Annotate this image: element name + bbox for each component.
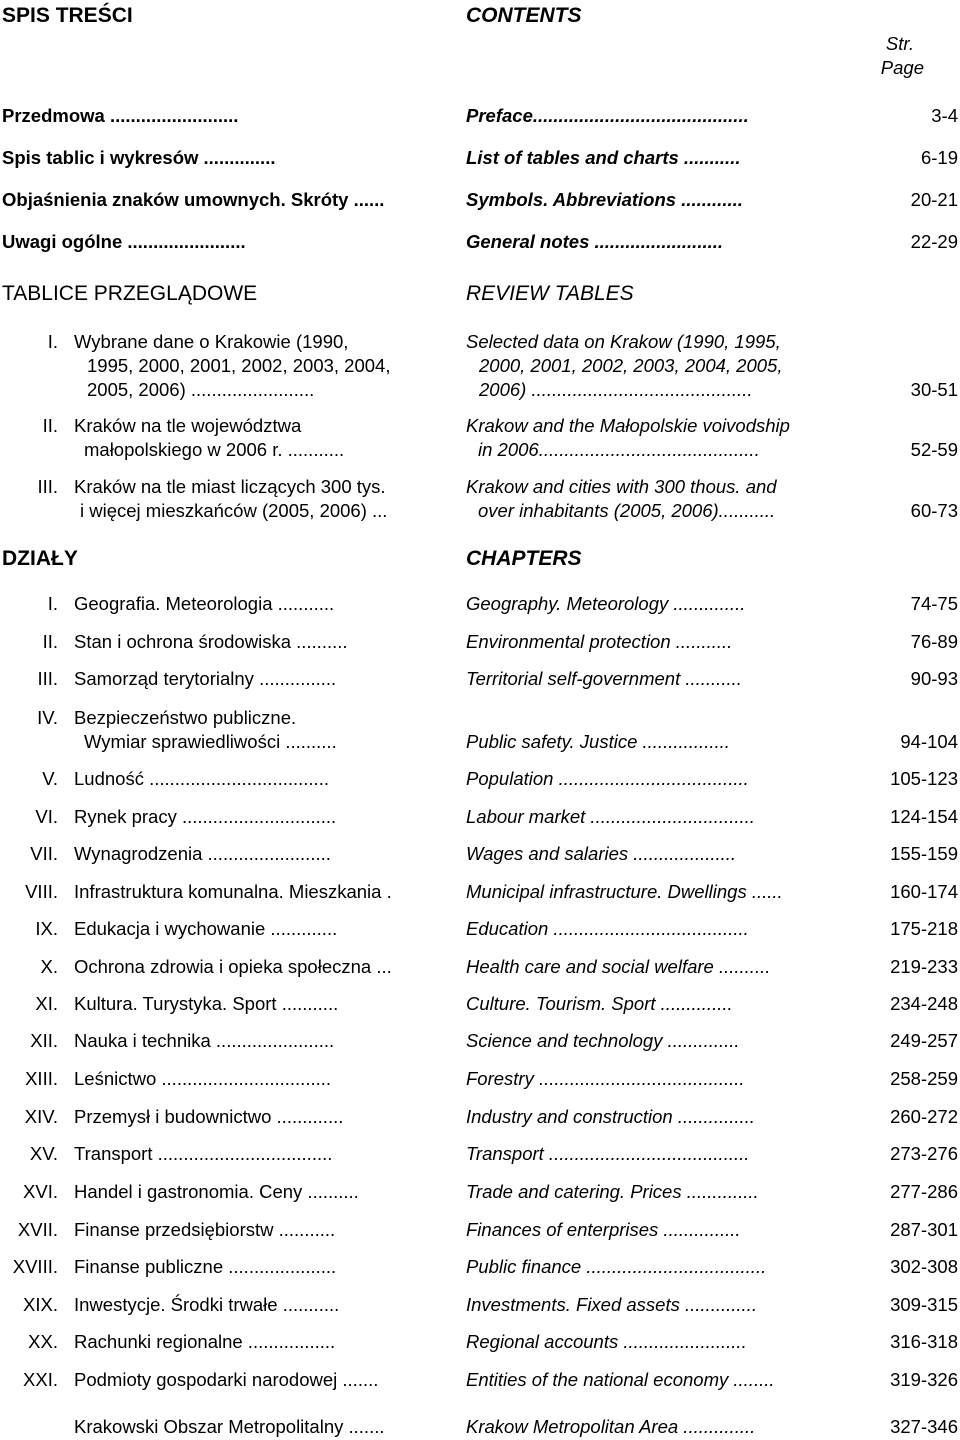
toc-entry-pl[interactable]: Stan i ochrona środowiska .......... (74, 631, 348, 652)
roman-numeral: VII. (30, 843, 58, 864)
toc-entry-pl[interactable]: i więcej mieszkańców (2005, 2006) ... (80, 500, 388, 521)
toc-entry-en[interactable]: in 2006........................................... (478, 439, 760, 460)
toc-entry-pl[interactable]: Kultura. Turystyka. Sport ........... (74, 993, 339, 1014)
toc-entry-en[interactable]: Transport ....................................... (466, 1143, 750, 1164)
page-number: 155-159 (890, 843, 958, 864)
en-title: CONTENTS (466, 4, 582, 27)
toc-entry-en[interactable]: Krakow and cities with 300 thous. and (466, 476, 777, 497)
roman-numeral: XII. (30, 1030, 58, 1051)
toc-entry-pl[interactable]: Wybrane dane o Krakowie (1990, (74, 331, 349, 352)
section-heading-en: REVIEW TABLES (466, 282, 634, 305)
toc-entry-en[interactable]: Entities of the national economy ........ (466, 1369, 775, 1390)
page-number: 219-233 (890, 956, 958, 977)
page-number: 175-218 (890, 918, 958, 939)
toc-entry-pl[interactable]: Infrastruktura komunalna. Mieszkania . (74, 881, 392, 902)
toc-entry-pl[interactable]: Rachunki regionalne ................. (74, 1331, 336, 1352)
roman-numeral: II. (42, 631, 58, 652)
toc-entry-pl[interactable]: Inwestycje. Środki trwałe ........... (74, 1294, 340, 1315)
section-heading-en: CHAPTERS (466, 547, 582, 570)
toc-entry-en[interactable]: Public finance ................................... (466, 1256, 767, 1277)
page-number: 90-93 (910, 668, 958, 689)
toc-entry-en[interactable]: 2006) ........................................... (479, 379, 753, 400)
page-number: 76-89 (910, 631, 958, 652)
toc-entry-pl[interactable]: Krakowski Obszar Metropolitalny ....... (74, 1416, 385, 1437)
toc-entry-en[interactable]: Science and technology .............. (466, 1030, 740, 1051)
toc-entry-pl[interactable]: Spis tablic i wykresów .............. (2, 147, 276, 168)
page-number: 105-123 (890, 768, 958, 789)
roman-numeral: XVII. (17, 1219, 58, 1240)
roman-numeral: XX. (28, 1331, 58, 1352)
page-number: 60-73 (910, 500, 958, 521)
toc-entry-en[interactable]: Regional accounts ........................ (466, 1331, 747, 1352)
page-number: 319-326 (890, 1369, 958, 1390)
roman-numeral: XV. (29, 1143, 58, 1164)
toc-entry-pl[interactable]: Finanse przedsiębiorstw ........... (74, 1219, 336, 1240)
section-heading-pl: DZIAŁY (2, 547, 78, 570)
section-heading-pl: TABLICE PRZEGLĄDOWE (2, 282, 258, 305)
toc-entry-en[interactable]: Preface.......................................... (466, 105, 749, 126)
toc-entry-en[interactable]: Territorial self-government ........... (466, 668, 742, 689)
toc-entry-pl[interactable]: Wymiar sprawiedliwości .......... (84, 731, 337, 752)
toc-entry-en[interactable]: Krakow Metropolitan Area .............. (466, 1416, 756, 1437)
toc-entry-en[interactable]: General notes ......................... (466, 231, 724, 252)
roman-numeral: XIII. (25, 1068, 58, 1089)
toc-entry-en[interactable]: Public safety. Justice ................. (466, 731, 730, 752)
page-number: 22-29 (910, 231, 958, 252)
roman-numeral: XVIII. (12, 1256, 58, 1277)
toc-entry-en[interactable]: over inhabitants (2005, 2006)........... (478, 500, 776, 521)
toc-entry-en[interactable]: Health care and social welfare .......... (466, 956, 771, 977)
toc-entry-pl[interactable]: Bezpieczeństwo publiczne. (74, 707, 297, 728)
toc-entry-en[interactable]: List of tables and charts ........... (466, 147, 741, 168)
page-number: 3-4 (931, 105, 958, 126)
toc-entry-en[interactable]: Symbols. Abbreviations ............ (466, 189, 743, 210)
page-number: 277-286 (890, 1181, 958, 1202)
roman-numeral: VIII. (25, 881, 58, 902)
roman-numeral: III. (37, 668, 58, 689)
toc-entry-en[interactable]: Education ...................................... (466, 918, 749, 939)
page-number: 160-174 (890, 881, 958, 902)
toc-entry-en[interactable]: Industry and construction ............... (466, 1106, 755, 1127)
toc-entry-pl[interactable]: Nauka i technika ....................... (74, 1030, 335, 1051)
page-number: 273-276 (890, 1143, 958, 1164)
page-number: 309-315 (890, 1294, 958, 1315)
roman-numeral: XIX. (23, 1294, 58, 1315)
toc-entry-en[interactable]: Geography. Meteorology .............. (466, 593, 746, 614)
toc-entry-pl[interactable]: Podmioty gospodarki narodowej ....... (74, 1369, 379, 1390)
toc-entry-pl[interactable]: Geografia. Meteorologia ........... (74, 593, 335, 614)
page-number: 94-104 (900, 731, 958, 752)
toc-entry-en[interactable]: 2000, 2001, 2002, 2003, 2004, 2005, (479, 355, 783, 376)
toc-entry-en[interactable]: Investments. Fixed assets .............. (466, 1294, 757, 1315)
page-number: 287-301 (890, 1219, 958, 1240)
toc-entry-pl[interactable]: Rynek pracy .............................. (74, 806, 337, 827)
toc-entry-pl[interactable]: Objaśnienia znaków umownych. Skróty ...... (2, 189, 385, 210)
toc-entry-en[interactable]: Forestry ........................................ (466, 1068, 745, 1089)
toc-entry-en[interactable]: Labour market ................................ (466, 806, 755, 827)
toc-entry-pl[interactable]: Przemysł i budownictwo ............. (74, 1106, 344, 1127)
toc-entry-pl[interactable]: 2005, 2006) ........................ (87, 379, 315, 400)
pl-title: SPIS TREŚCI (2, 4, 133, 27)
page-number: 302-308 (890, 1256, 958, 1277)
toc-entry-en[interactable]: Culture. Tourism. Sport .............. (466, 993, 733, 1014)
toc-entry-pl[interactable]: Edukacja i wychowanie ............. (74, 918, 338, 939)
roman-numeral: III. (37, 476, 58, 497)
page-number: 52-59 (910, 439, 958, 460)
roman-numeral: II. (42, 415, 58, 436)
page-label-en: Page (880, 57, 924, 78)
page-number: 6-19 (920, 147, 958, 168)
toc-entry-pl[interactable]: Ochrona zdrowia i opieka społeczna ... (74, 956, 392, 977)
page-number: 327-346 (890, 1416, 958, 1437)
page-number: 258-259 (890, 1068, 958, 1089)
roman-numeral: VI. (35, 806, 58, 827)
toc-entry-en[interactable]: Municipal infrastructure. Dwellings ...... (466, 881, 783, 902)
toc-entry-en[interactable]: Finances of enterprises ............... (466, 1219, 741, 1240)
toc-entry-pl[interactable]: Wynagrodzenia ........................ (74, 843, 331, 864)
page-number: 234-248 (890, 993, 958, 1014)
page-number: 30-51 (910, 379, 958, 400)
toc-entry-en[interactable]: Trade and catering. Prices .............. (466, 1181, 759, 1202)
page-number: 124-154 (890, 806, 958, 827)
toc-entry-pl[interactable]: Kraków na tle miast liczących 300 tys. (74, 476, 386, 497)
toc-entry-pl[interactable]: 1995, 2000, 2001, 2002, 2003, 2004, (87, 355, 391, 376)
toc-entry-pl[interactable]: Leśnictwo ................................. (74, 1068, 332, 1089)
roman-numeral: IV. (37, 707, 58, 728)
page-number: 20-21 (910, 189, 958, 210)
page-number: 260-272 (890, 1106, 958, 1127)
toc-entry-en[interactable]: Krakow and the Małopolskie voivodship (466, 415, 790, 436)
toc-entry-pl[interactable]: Handel i gastronomia. Ceny .......... (74, 1181, 359, 1202)
toc-entry-pl[interactable]: Samorząd terytorialny ............... (74, 668, 337, 689)
toc-entry-en[interactable]: Selected data on Krakow (1990, 1995, (466, 331, 781, 352)
roman-numeral: X. (40, 956, 58, 977)
roman-numeral: IX. (35, 918, 58, 939)
page-label-pl: Str. (885, 33, 914, 54)
roman-numeral: XXI. (23, 1369, 58, 1390)
toc-entry-pl[interactable]: Kraków na tle województwa (74, 415, 302, 436)
roman-numeral: I. (47, 593, 58, 614)
toc-entry-pl[interactable]: Ludność ................................... (74, 768, 329, 789)
toc-entry-pl[interactable]: Przedmowa ......................... (2, 105, 239, 126)
page-number: 316-318 (890, 1331, 958, 1352)
page-number: 249-257 (890, 1030, 958, 1051)
toc-entry-en[interactable]: Environmental protection ........... (466, 631, 733, 652)
toc-entry-en[interactable]: Population ..................................... (466, 768, 749, 789)
toc-entry-pl[interactable]: Transport .................................. (74, 1143, 333, 1164)
roman-numeral: XVI. (23, 1181, 58, 1202)
roman-numeral: XIV. (24, 1106, 58, 1127)
toc-entry-pl[interactable]: małopolskiego w 2006 r. ........... (84, 439, 345, 460)
roman-numeral: XI. (35, 993, 58, 1014)
roman-numeral: I. (47, 331, 58, 352)
page-number: 74-75 (910, 593, 958, 614)
toc-entry-pl[interactable]: Uwagi ogólne ....................... (2, 231, 246, 252)
toc-entry-en[interactable]: Wages and salaries .................... (466, 843, 737, 864)
toc-entry-pl[interactable]: Finanse publiczne ..................... (74, 1256, 337, 1277)
roman-numeral: V. (42, 768, 58, 789)
